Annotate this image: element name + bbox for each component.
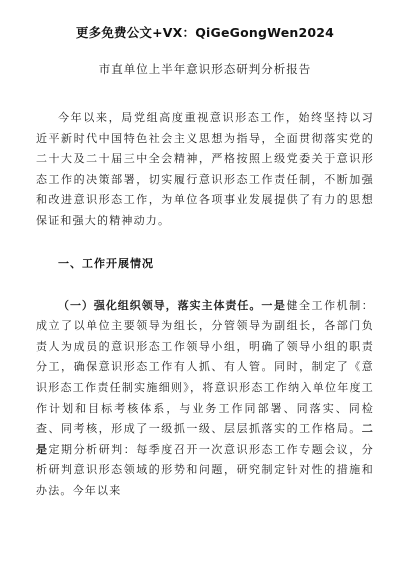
- point-leader-2: 二是: [36, 422, 374, 456]
- subsection-heading: （一）强化组织领导，落实主体责任。: [58, 298, 262, 312]
- section-heading: 一、工作开展情况: [58, 256, 154, 270]
- point-leader-1: 一是: [261, 298, 287, 312]
- intro-paragraph: 今年以来，局党组高度重视意识形态工作，始终坚持以习近平新时代中国特色社会主义思想为指导，全面贯彻落实党的二十大及二十届三中全会精神，严格按照上级党委关于意识形态工作的决策部署，切实履行意识形态工作责任制，不断加强和改进意识形态工作，为单位各项事业发展提供了有力的思想保证和强大的精神动力。: [36, 111, 374, 227]
- point-text-2: 定期分析研判：每季度召开一次意识形态工作专题会议，分析研判意识形态领域的形势和问题，研究制定针对性的措施和办法。今年以来: [36, 442, 374, 497]
- promo-header: 更多免费公文+VX：QiGeGongWen2024: [75, 25, 335, 40]
- point-text-1: 健全工作机制：成立了以单位主要领导为组长，分管领导为副组长，各部门负责人为成员的意识形态工作领导小组，明确了领导小组的职责分工，确保意识形态工作有人抓、有人管。同时，制定了《意识形态工作责任制实施细则》，将意识形态工作纳入单位年度工作计划和目标考核体系，与业务工作同部署、同落实、同检查、同考核，形成了一级抓一级、层层抓落实的工作格局。: [36, 298, 374, 436]
- document-title: 市直单位上半年意识形态研判分析报告: [98, 62, 312, 76]
- body-paragraph: [36, 296, 374, 502]
